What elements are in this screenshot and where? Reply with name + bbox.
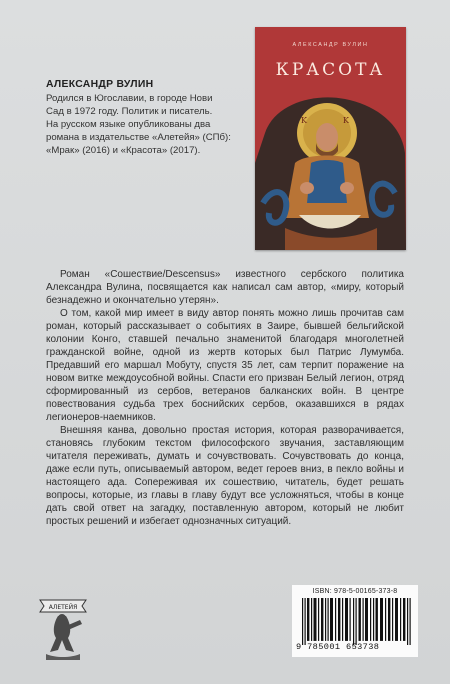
barcode-label (292, 585, 418, 657)
author-bio-line: романа в издательстве «Алетейя» (СПб): (46, 132, 231, 143)
description-paragraph: Внешняя канва, довольно простая история, которая разворачивается, становясь глубоким текстом философского звучания, заставляющим читателя переживать, думать и сочувствовать. Сочувствовать до конца, даже если путь, описываемый автором, ведет героев вниз, в пекло войны и настоящего ада. Сопереживая их сошествию, читатель, будет решать вопросы, которые, из главы в главу будут все усложняться, чтобы в конце дать свой ответ на загадку, поставленную автором, который не любит простых решений и избегает однозначных ситуаций. (46, 425, 404, 527)
cover-title: КРАСОТА (275, 60, 386, 80)
description-text (46, 268, 404, 528)
description-paragraph: О том, какой мир имеет в виду автор понять можно лишь прочитав сам роман, который рассказывает о событиях в Заире, бывшей бельгийской колонии Конго, ставшей печально знаменитой благодаря многолетней гражданской войне, одной из жертв которых был Патрис Лумумба. Предавший его маршал Мобуту, спустя 35 лет, сам терпит поражение на новом витке междоусобной войны. Спасти его призван Белый легион, отряд сформированный из сербов, ветеранов балканских войн. В центре повествования судьба трех боснийских сербов, оказавшихся в рядах легионеров-наемников. (46, 308, 404, 423)
barcode-digits: 9 785001 653738 (296, 642, 380, 652)
barcode-icon (300, 598, 412, 645)
cover-fresco-image (255, 93, 406, 250)
author-name: АЛЕКСАНДР ВУЛИН (46, 79, 154, 90)
isbn-text: ISBN: 978-5-00165-373-8 (312, 588, 398, 595)
cover-author-name: АЛЕКСАНДР ВУЛИН (292, 42, 369, 48)
author-bio-block (46, 78, 246, 157)
description-paragraph: Роман «Сошествие/Descensus» известного сербского политика Александра Вулина, посвящается как написал сам автор, «миру, который безнадежно и окончательно утерян». (46, 269, 404, 306)
publisher-logo-icon (36, 592, 90, 664)
author-bio-line: На русском языке опубликованы два (46, 119, 211, 130)
author-bio-line: «Мрак» (2016) и «Красота» (2017). (46, 145, 201, 156)
author-bio-line: Сад в 1972 году. Политик и писатель. (46, 106, 213, 117)
publisher-logo-text: АЛЕТЕЙЯ (48, 604, 78, 611)
svg-text:K: K (343, 116, 349, 125)
book-cover-thumbnail (255, 27, 406, 250)
svg-text:K: K (301, 116, 307, 125)
author-bio-line: Родился в Югославии, в городе Нови (46, 93, 213, 104)
